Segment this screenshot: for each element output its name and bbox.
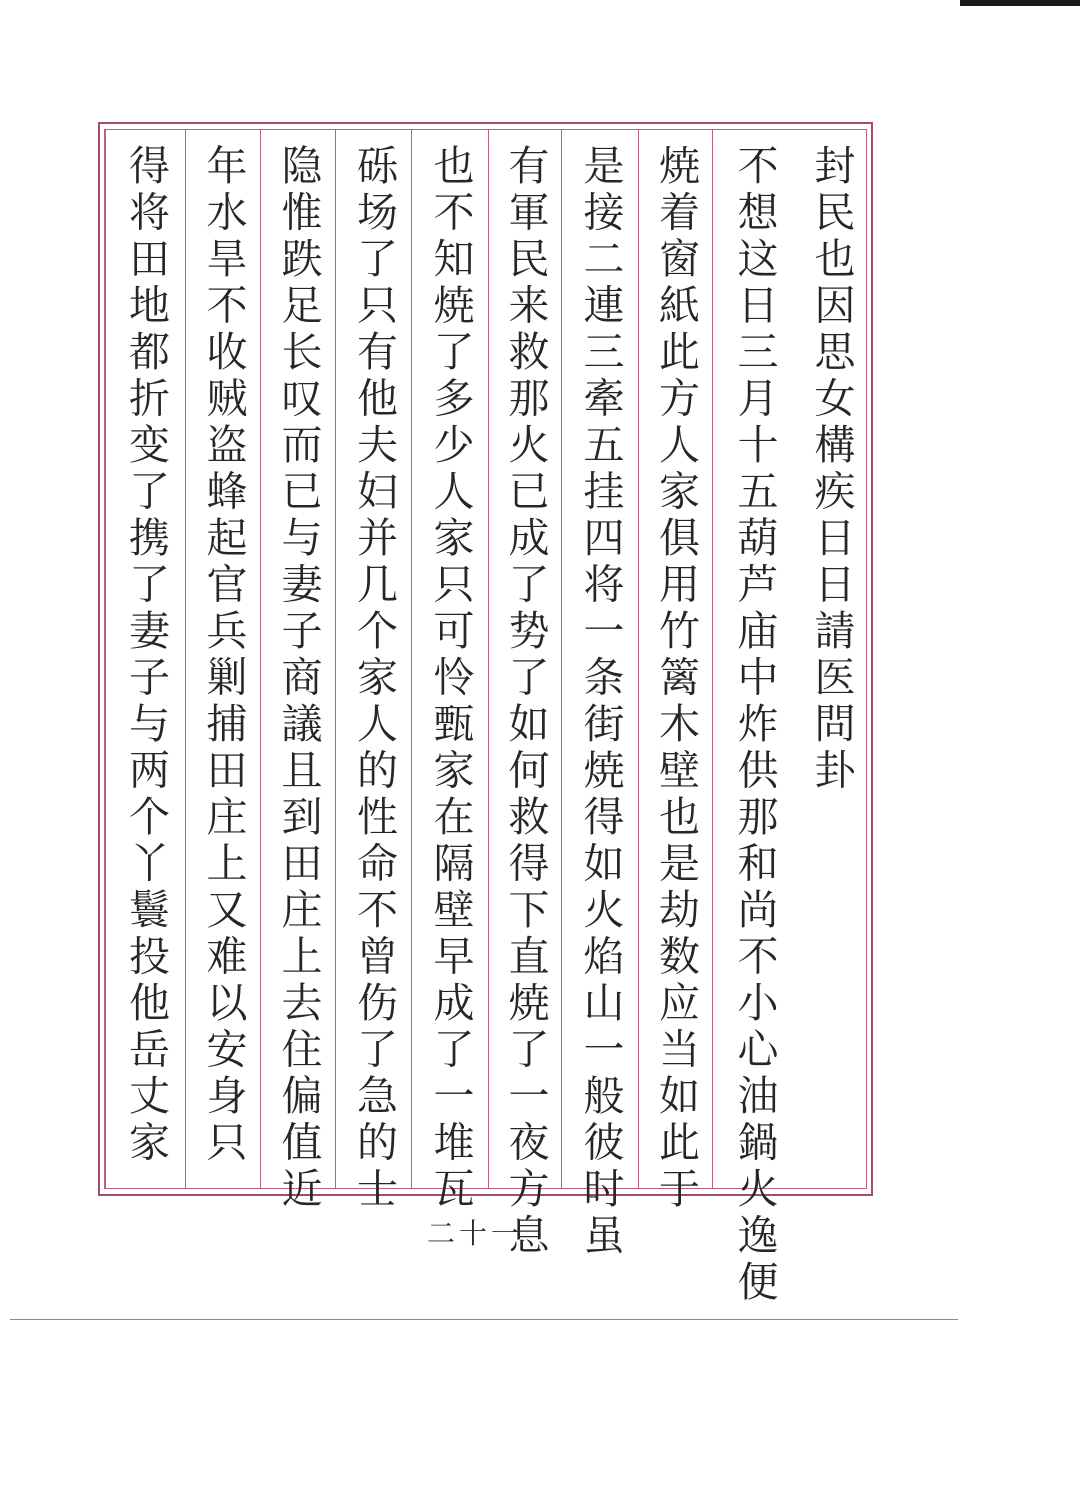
text-column-7: 砾场了只有他夫妇并几个家人的性命不曾伤了急的士 xyxy=(335,130,411,1188)
scan-bottom-rule xyxy=(10,1319,958,1320)
text-column-10: 得将田地都折变了携了妻子与两个丫鬟投他岳丈家 xyxy=(105,130,185,1188)
scan-edge-mark xyxy=(960,0,1080,6)
text-column-5: 有軍民来救那火已成了势了如何救得下直焼了一夜方息 xyxy=(488,130,561,1188)
text-column-3: 焼着窗紙此方人家俱用竹篱木壁也是劫数应当如此于 xyxy=(638,130,712,1188)
text-column-4: 是接二連三牽五挂四将一条街焼得如火焰山一般彼时虽 xyxy=(561,130,638,1188)
text-column-6: 也不知焼了多少人家只可怜甄家在隔壁早成了一堆瓦 xyxy=(411,130,488,1188)
page-number: 二十一 xyxy=(426,1217,523,1250)
text-column-9: 年水旱不收贼盗蜂起官兵剿捕田庄上又难以安身只 xyxy=(185,130,260,1188)
text-column-2: 不想这日三月十五葫芦庙中炸供那和尚不小心油鍋火逸便 xyxy=(712,130,795,1188)
text-column-1: 封民也因思女構疾日日請医問卦 xyxy=(807,144,856,795)
text-column-8: 隐惟跌足长叹而已与妻子商議且到田庄上去住偏值近 xyxy=(260,130,335,1188)
